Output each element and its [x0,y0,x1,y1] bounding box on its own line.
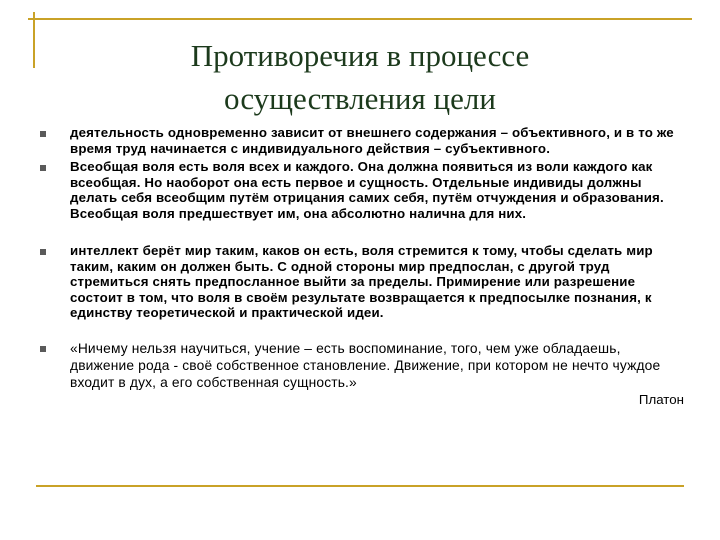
quote-author: Платон [638,391,684,407]
quote-text: «Ничему нельзя научиться, учение – есть воспоминание, того, чем уже обладаешь, движение рода - своё собственное становление. Движение, при котором не нечто чуждое входит в дух, а его собственная сущность.» [70,340,661,390]
bullet-item-intellect [36,243,684,321]
square-bullet-icon [40,346,46,352]
bullet-item-quote [36,340,684,408]
bottom-frame-line [36,485,684,487]
bullet-text: деятельность одновременно зависит от внешнего содержания – объективного, и в то же время труд начинается с индивидуального действия – субъективного. [70,125,674,156]
title-line-1: Противоречия в процессе [190,38,530,73]
top-frame-line [28,18,692,20]
square-bullet-icon [40,249,46,255]
bullet-item-activity [36,125,684,156]
bullet-text: интеллект берёт мир таким, каков он есть, воля стремится к тому, чтобы сделать мир таким, каким он должен быть. С одной стороны мир предпослан, с другой труд стремиться снять предпосланное выйти за пределы. Примирение или разрешение состоит в том, что воля в своём результате возвращается к предпосылке познания, к единству теоретической и практической идеи. [70,243,653,320]
square-bullet-icon [40,165,46,171]
left-frame-line [33,12,35,68]
slide-title [100,34,620,120]
square-bullet-icon [40,131,46,137]
bullet-list [36,125,684,408]
title-line-2: осуществления цели [224,81,496,116]
bullet-text: Всеобщая воля есть воля всех и каждого. Она должна появиться из воли каждого как всеобщая. Но наоборот она есть первое и сущность. Отдельные индивиды должны делать себя всеобщим путём отрицания самих себя, путём отчуждения и образования. Всеобщая воля предшествует им, она абсолютно налична для них. [70,159,664,221]
bullet-item-universal-will [36,159,684,221]
